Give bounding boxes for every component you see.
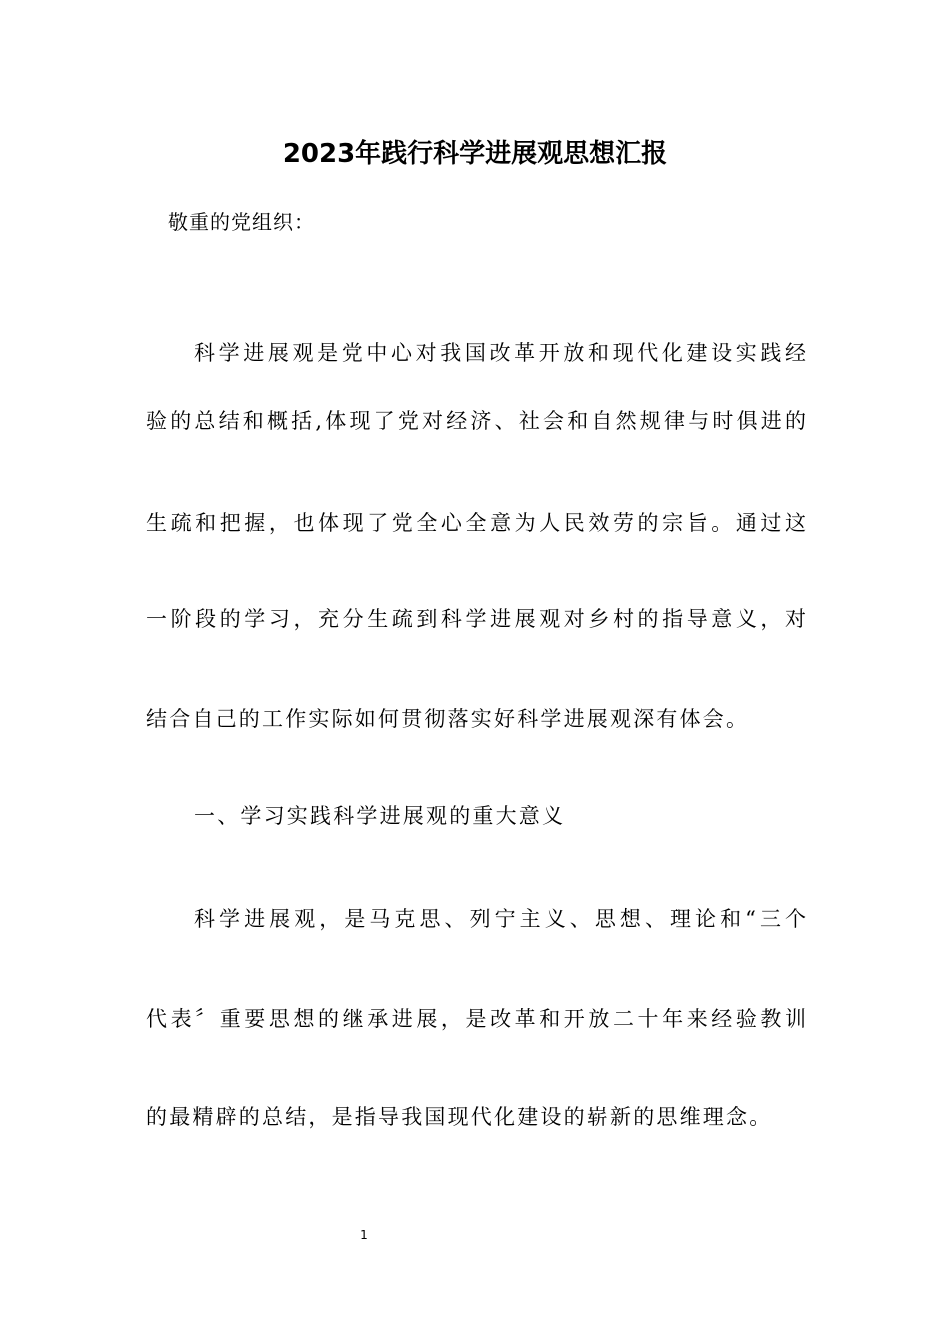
- paragraph-line: 代表〞重要思想的继承进展，是改革和开放二十年来经验教训: [146, 1007, 806, 1031]
- paragraph-line: 一阶段的学习，充分生疏到科学进展观对乡村的指导意义，对: [146, 607, 806, 631]
- paragraph-line: 生疏和把握，也体现了党全心全意为人民效劳的宗旨。通过这: [146, 511, 806, 535]
- page-number: 1: [360, 1228, 368, 1242]
- document-title: 2023年践行科学进展观思想汇报: [282, 139, 668, 169]
- paragraph-line: 科学进展观是党中心对我国改革开放和现代化建设实践经: [194, 341, 806, 365]
- paragraph-line: 的最精辟的总结，是指导我国现代化建设的崭新的思维理念。: [146, 1105, 773, 1129]
- section-heading: 一、学习实践科学进展观的重大意义: [194, 804, 566, 828]
- paragraph-line: 验的总结和概括,体现了党对经济、社会和自然规律与时俱进的: [146, 409, 806, 433]
- paragraph-line: 结合自己的工作实际如何贯彻落实好科学进展观深有体会。: [146, 707, 750, 731]
- paragraph-line: 科学进展观，是马克思、列宁主义、思想、理论和“三个: [194, 907, 806, 931]
- salutation: 敬重的党组织：: [168, 210, 315, 234]
